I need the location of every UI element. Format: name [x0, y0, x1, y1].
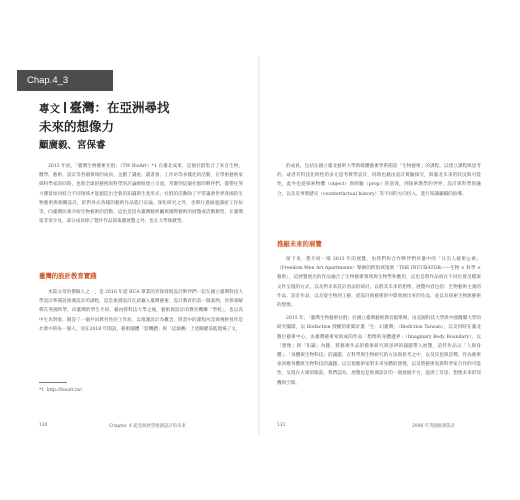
- paragraph: 接下來，想介紹一場 2013 年的展覽，由我們和合作夥伴們於臺中的「日出人藝術公寓」（Freedom Men Art Apartments）舉辦的跨領域策展「THE INCUBATOR——生物 × 科學 × 藝術」，這展覽展出的作品融合了生物藝術領域與生物學和應用，這也是將作品放在不同位置及檔案文件呈現的方式，以及對未來設計看法的研討，以將其未來的想像，展覽內容包括：生物藝術主義的作品、設計作品，以及從生物到工藝，從設計與藝術的中間發展出來的作品，並以及探索生物與藝術的想像。: [277, 257, 481, 309]
- section-heading: 臺灣的設計教育實踐: [39, 272, 97, 280]
- paragraph: 的成員，包括在國立臺北藝術大學新媒體藝術學系開設「生物藝術」的課程，以建立課程與思考的，或者有科技化時性的多元思考教學設計，同時也藉由設計實驗探究，與臺北未來的狀況與可能性，此外也從探索物體（object）與經驗（prop）的意義，到探索教學的世界，設計與科學的融合，以及反事實歷史（counterfactual history）等不同的方向切入，進行知識範疇的指導。: [277, 164, 481, 197]
- running-footer: Chapter. 4 從亞洲展望推測設計的未來: [109, 424, 186, 429]
- title-separator: [64, 102, 66, 113]
- title-prefix: 專文: [39, 103, 60, 115]
- paragraph: 2012 年底，「臺灣生物藝術社群」（TW BioArt）*1 在臺北成軍，這個社群集合了來自生物、醫學、藝術、設計等各個領域的成員，企劃了講座、讀書會、工作坊等多樣化的活動，在學術藝術家與科學家的同時，也與全球的藝術與科學的討論網絡建立交流，常聚到這個社群的夥伴們，都帶往努力圍着如何結合不同領域才能創造出全新的知識與生產形式，社群的活動除了平常議會世界各國的生物藝術與相關設計，針對各式各樣的藝術作品進行討論、深化研究之外，也舉行過通過講座工作坊等，向臺灣民眾介紹生物藝術的活動，這也是因為臺灣藝術屬與國際藝術的展覽或活動類型，在臺灣還非常少見，部分成員除了製作作品與策劃展覽之外，也在大學執教學。: [39, 164, 243, 225]
- chapter-tag: Chap.4_3: [17, 70, 113, 91]
- paragraph: 本篇文章的撰稿人之一，是 2016 年從 RCA 畢業的宮保睿與設計夥伴們一起在國立臺灣科技大學設計系開設推測設計的課程，這是推測設計在武藏入臺灣藝術、設計教育的第一個案例，宮保睿解釋在英國所學，向臺灣的學生介紹，藉由將科技大學之後，藝術與設計的教育機構「學校」，也以高中生為對象，開設了一個共同教育性的工作坊，以推測設計為概念，將當中的課程內容與視野看作是社會中的每一個人，而在2018 年開設，藝術團體「留機體」與「這球賽」上述關鍵前進現場了文，: [39, 290, 243, 332]
- left-page: [17, 56, 259, 434]
- page-number: 131: [277, 423, 286, 428]
- authors: 顧廣毅、宮保睿: [39, 140, 106, 151]
- article-title-line2: 未來的想像力: [39, 119, 115, 134]
- section-heading: 推敲未來的展覽: [277, 240, 322, 248]
- right-page: [260, 56, 502, 434]
- footnote-url: http://bioart.tw/: [46, 388, 83, 393]
- left-section-text: [39, 288, 243, 338]
- right-intro-text: [277, 162, 481, 203]
- footnote-rule: [39, 382, 67, 383]
- paragraph: 2015 年，「臺灣生物藝術社群」於國立臺灣藝術教育館舉辦，由美國科技大學與中國醫藥大學的研究團隊，以 Biofaction 授權的新聞計畫「生．幻臺灣」（Biofiction Taiwan），以及同時在臺北數位藝術中心，由臺灣藝術家組成的作品「想像的身體邊界」（Imaginary Body Boundary），以「想像」與「知識」為題，將藝術作品的藝術研究與思辨的議題帶入展覽，這些作品以「人與身體」、「身體與生物科技」的議題，在科學與生物研究的方法與思考之中，以及反思與詮釋，作為藝術家回應身體與生物科技的議題，以呈現藝術家對未來身體的想像，以及將藝術家與科學家合作的可能性，呈現在大眾的眼前，我們認為，展覽也是推測設計的一個展演平台，提供了反思、想像未來的契機與空間。: [277, 316, 481, 386]
- footnote: [39, 388, 82, 393]
- article-title-block: [39, 99, 249, 151]
- title-main: 臺灣：在亞洲尋找: [69, 100, 170, 115]
- page-number: 130: [39, 423, 48, 428]
- article-title-line1: [39, 99, 249, 118]
- right-section-text: [277, 255, 481, 392]
- running-footer: 2006 年英國推測設計: [412, 424, 456, 429]
- left-intro-text: [39, 162, 243, 230]
- book-spread: [17, 56, 502, 434]
- footnote-marker: *1: [39, 388, 44, 393]
